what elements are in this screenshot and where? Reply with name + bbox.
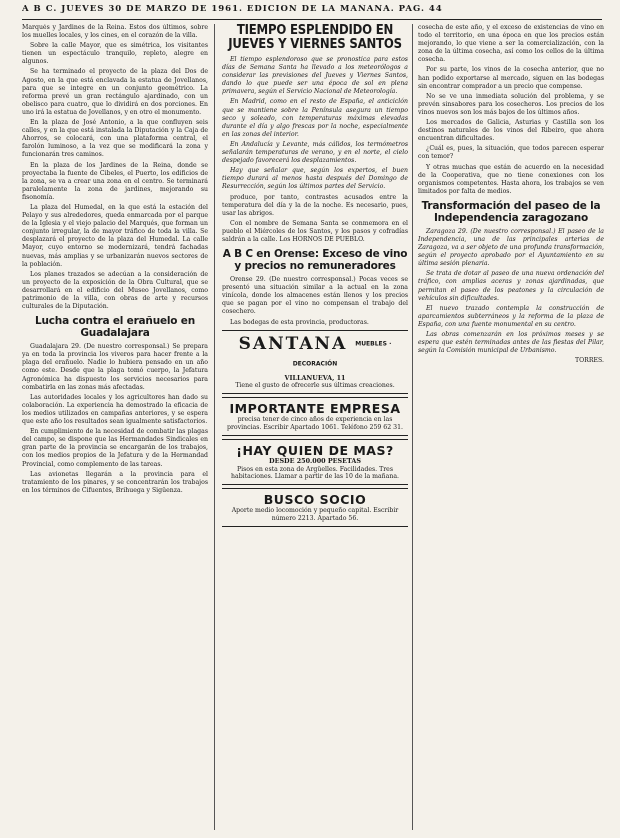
headline-tiempo: TIEMPO ESPLENDIDO EN JUEVES Y VIERNES SANTOS [228,24,402,52]
article-paragraph: Se ha terminado el proyecto de la plaza del Dos de Agosto, en la que está enclavada la estatua de Jovellanos, para que se integre en un conjunto geométrico. La reforma prevé un gran rectángulo ajardinado, con un obelisco para cuatro, que lo dividirá en dos porciones. En uno irá la estatua de Jovellanos, y en otro el monumento. [22,68,208,116]
article-paragraph: Orense 29. (De nuestro corresponsal.) Pocas veces se presentó una situación similar a la actual en la zona vinícola, donde los almacenes están llenos y los precios que se pagan por el vino no compensan el trabajo del cosechero. [222,276,408,316]
column-3 [418,24,604,830]
article-paragraph: En la plaza de José Antonio, a la que confluyen seis calles, y en la que está instalada la Diputación y la Caja de Ahorros, se colocará, con una plataforma central, el farolón luminoso, a la vez que se modificará la zona y funcionarán tres caminos. [22,119,208,159]
ad-santana-body: Tiene el gusto de ofrecerle sus últimas creaciones. [235,382,395,390]
article-paragraph: Los mercados de Galicia, Asturias y Castilla son los destinos naturales de los vinos del Ribeiro, que ahora encuentran dificultades. [418,119,604,143]
ad-hay-quien-body: Pisos en esta zona de Argüelles. Facilidades. Tres habitaciones. Llamar a partir de las 10 de la mañana. [231,465,399,481]
article-paragraph: Los planes trazados se adecúan a la consideración de un proyecto de la exposición de la Obra Cultural, que se desarrollará en el edificio del Museo Jovellanos, como patrimonio de la villa, con obras de arte y recursos culturales de la Diputación. [22,270,208,311]
article-paragraph: Las autoridades locales y los agricultores han dado su colaboración. La experiencia ha demostrado la eficacia de los medios utilizados en campañas anteriores, y se espera que este año los resultados sean igualmente satisfactorios. [22,393,208,426]
article-paragraph: La plaza del Humedal, en la que está la estación del Pelayo y sus alrededores, queda enmarcada por el parque de la Iglesia y el viejo palacio del Marqués, que forman un conjunto irregular, la de mayor tráfico de toda la villa. Se desplazará el proyecto de la plaza del Humedal. La calle Mayor, cuyo entorno se modernizará, tendrá fachadas nuevas, más amplias y se urbanizarán nuevos sectores de la población. [22,203,208,268]
page-header: A B C. JUEVES 30 DE MARZO DE 1961. EDICION DE LA MAÑANA. PAG. 44 [22,4,443,14]
column-divider-2 [412,24,413,830]
ad-empresa-title: IMPORTANTE EMPRESA [229,401,401,417]
ad-santana [222,330,408,395]
ad-empresa [222,397,408,436]
article-paragraph: produce, por tanto, contrastes acusados entre la temperatura del día y la de la noche. Es necesario, pues, usar las abrigos. [222,193,408,217]
article-paragraph: Con el nombre de Semana Santa se conmemora en el pueblo el Miércoles de los Santos, y los pasos y cofradías saldrán a la calle. Los HORNOS DE PUEBLO. [222,219,408,243]
ad-hay-quien [222,439,408,485]
headline-orense: A B C en Orense: Exceso de vino y precios no remuneradores [222,248,408,273]
article-paragraph: Sobre la calle Mayor, que es simétrica, los visitantes tienen un espectáculo tranquilo, repleto, alegre en algunos. [22,42,208,66]
headline-erañuelo: Lucha contra el erañuelo en Guadalajara [35,315,195,340]
article-paragraph: El tiempo esplendoroso que se pronostica para estos días de Semana Santa ha llevado a los meteorólogos a considerar las previsiones del Jueves y Viernes Santos, dando lo que puede ser una época de sol en plena primavera, según el Servicio Nacional de Meteorología. [222,56,408,96]
column-1 [22,24,208,830]
column-2 [222,24,408,830]
ad-busco-socio-body: Aporte medio locomoción y pequeño capital. Escribir número 2213. Apartado 56. [231,507,399,522]
article-paragraph: El nuevo trazado contempla la construcción de aparcamientos subterráneos y la reforma de la plaza de España, con una fuente monumental en su centro. [418,304,604,328]
ad-hay-quien-title: ¡HAY QUIEN DE MAS? [236,442,394,458]
headline-zaragoza: Transformación del paseo de la Independencia zaragozano [421,199,601,224]
article-paragraph: Las bodegas de esta provincia, productoras. [230,318,369,326]
article-paragraph: Hay que señalar que, según los expertos, el buen tiempo durará al menos hasta después del Domingo de Resurrección, según los últimos partes del Servicio. [222,167,408,191]
article-paragraph: Por su parte, los vinos de la cosecha anterior, que no han podido exportarse al mercado, siguen en las bodegas sin encontrar comprador a un precio que compense. [418,66,604,90]
ad-hay-quien-sub: DESDE 250.000 PESETAS [269,456,361,465]
article-paragraph: cosecha de este año, y el exceso de existencias de vino en todo el territorio, en una época en que los precios están mejorando, lo que viene a ser la comercialización, con la zona de la última cosecha, así como los cellos de la última cosecha. [418,24,604,64]
article-paragraph: No se ve una inmediata solución del problema, y se prevén sinsabores para los cosecheros. Los precios de los vinos nuevos son los más bajos de los últimos años. [418,92,604,116]
ad-busco-socio [222,488,408,527]
article-paragraph: Las avionetas llegarán a la provincia para el tratamiento de los pinares, y se concentrarán los trabajos en los términos de Cifuentes, Brihuega y Sigüenza. [22,470,208,494]
ad-busco-socio-title: BUSCO SOCIO [263,492,367,508]
article-paragraph: En Andalucía y Levante, más cálidos, los termómetros señalarán temperaturas de verano, y en el norte, el cielo despejado favorecerá los desplazamientos. [222,140,408,165]
column-divider-1 [214,24,215,830]
article-paragraph: Guadalajara 29. (De nuestro corresponsal.) Se prepara ya en toda la provincia los viveros para hacer frente a la plaga del erañuelo. Nadie lo hubiera pensado en un año como este. Desde que la plaga tomó cuerpo, la Jefatura Agronómica ha dispuesto los servicios necesarios para combatirla en las zonas más afectadas. [22,343,208,391]
article-paragraph: En la plaza de los Jardines de la Reina, donde se proyectaba la fuente de Cibeles, el Puerto, los edificios de la zona, se va a crear una zona en el centro. Se terminará paralelamente la zona de jardines, mejorando su fisonomía. [22,161,208,201]
article-paragraph: Se trata de dotar al paseo de una nueva ordenación del tráfico, con amplias aceras y zonas ajardinadas, que permitan el paseo de los peatones y la circulación de vehículos sin dificultades. [418,270,604,302]
header-rule [22,19,602,20]
ad-santana-address: VILLANUEVA, 11 [284,373,346,382]
article-paragraph: Marqués y Jardines de la Reina. Estos dos últimos, sobre los muelles locales, y los cines, en el corazón de la villa. [22,24,208,40]
ad-brand-tag: MUEBLES · DECORACIÓN [292,340,392,368]
article-signature: TORRES. [574,357,604,365]
article-paragraph: Y otras muchas que están de acuerdo en la necesidad de la Cooperativa, que no tiene conexiones con los organismos competentes. Hasta ahora, los trabajos se ven limitados por falta de medios. [418,163,604,195]
article-paragraph: Las obras comenzarán en los próximos meses y se espera que estén terminadas antes de las fiestas del Pilar, según la Comisión municipal de Urbanismo. [418,331,604,355]
article-paragraph: En cumplimiento de la necesidad de combatir las plagas del campo, se dispone que las Hermandades Sindicales en gran parte de la provincia se encargarán de los trabajos, con los medios propios de la Jefatura y de la Hermandad Provincial, como complemento de las tareas. [22,428,208,468]
article-paragraph: En Madrid, como en el resto de España, el anticiclón que se mantiene sobre la Península asegura un tiempo seco y soleado, con temperaturas máximas elevadas durante el día y algo frescas por la noche, especialmente en las zonas del interior. [222,98,408,138]
article-paragraph: Zaragoza 29. (De nuestro corresponsal.) El paseo de la Independencia, una de las principales arterias de Zaragoza, va a ser objeto de una profunda transformación, según el proyecto aprobado por el Ayuntamiento en su última sesión plenaria. [418,227,604,268]
ad-santana-brand [224,334,406,375]
ad-brand-name: SANTANA [238,333,348,354]
article-paragraph: ¿Cuál es, pues, la situación, que todos parecen esperar con temor? [418,145,604,161]
ad-empresa-body: precisa tener de cinco años de experiencia en las provincias. Escribir Apartado 1061. Teléfono 259 62 31. [227,416,403,432]
